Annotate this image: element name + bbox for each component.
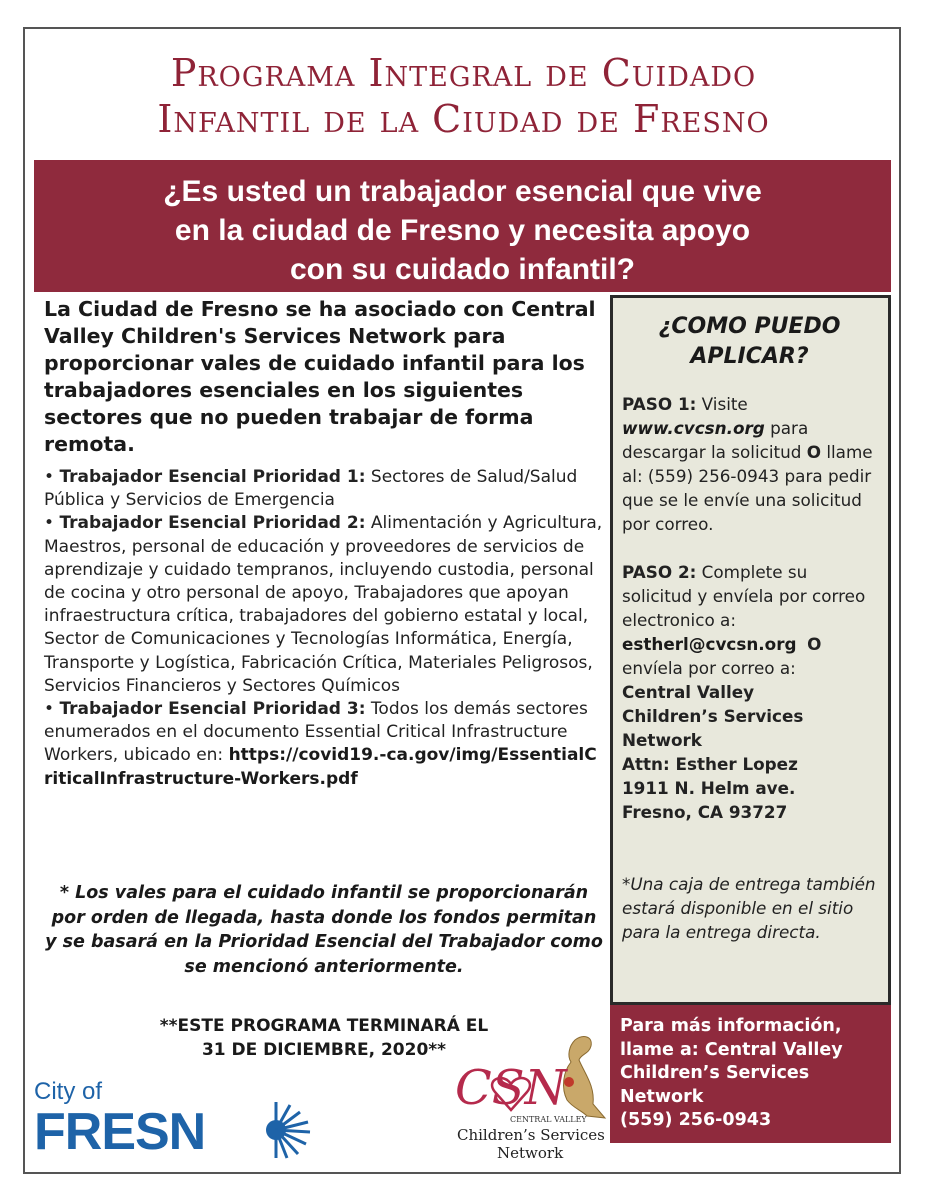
priority-text: Todos los demás sectores enumerados en el documento Essential Critical Infrastructure Workers, ubicado en: xyxy=(44,699,588,766)
priority-text: Sectores de Salud/Salud Pública y Servicios de Emergencia xyxy=(44,467,578,511)
info-phone: (559) 256-0943 xyxy=(620,1110,772,1130)
priority-item: • Trabajador Esencial Prioridad 3: Todos los demás sectores enumerados en el documento Essential Critical Infrastructure Workers, ubicado en: https://covid19.-ca.gov/img/EssentialCriticalInfrastructure-Workers.pdf xyxy=(44,699,597,789)
question-banner xyxy=(34,160,891,292)
priority-label: Trabajador Esencial Prioridad 3: xyxy=(59,699,366,720)
priority-item: • Trabajador Esencial Prioridad 1: Sectores de Salud/Salud Pública y Servicios de Emergencia xyxy=(44,467,578,511)
end-notice-line-1: **ESTE PROGRAMA TERMINARÁ EL xyxy=(159,1016,489,1036)
city-of-text: City of xyxy=(34,1078,103,1105)
priority-list xyxy=(44,466,604,791)
banner-line-1: ¿Es usted un trabajador esencial que vive xyxy=(163,175,762,208)
priority-text: Alimentación y Agricultura, Maestros, personal de educación y proveedores de servicios de aprendizaje y cuidado tempranos, incluyendo custodia, personal de cocina y otro personal de apoyo, Trabajadores que apoyan infraestructura crítica, trabajadores del gobierno estatal y local, Sector de Comunicaciones y Tecnologías Informática, Energía, Transporte y Logística, Fabricación Crítica, Materiales Peligrosos, Servicios Financieros y Sectores Químicos xyxy=(44,513,603,696)
csn-letters: CSN xyxy=(455,1060,567,1116)
step-1: PASO 1: Visite www.cvcsn.org para descargar la solicitud O llame al: (559) 256-0943 para pedir que se le envíe una solicitud por correo. xyxy=(622,394,873,534)
sunburst-icon xyxy=(254,1100,316,1160)
csn-line-2: Network xyxy=(497,1144,564,1162)
city-of-fresno-logo xyxy=(34,1078,319,1163)
more-info-box: Para más información, llame a: Central Valley Children’s Services Network (559) 256-0943 xyxy=(610,1005,891,1143)
banner-line-3: con su cuidado infantil? xyxy=(290,253,635,286)
dropbox-note: *Una caja de entrega también estará disponible en el sitio para la entrega directa. xyxy=(622,874,876,942)
csn-central-valley: CENTRAL VALLEY xyxy=(510,1115,587,1124)
title-line-1: Programa Integral de Cuidado xyxy=(170,51,757,95)
email-link[interactable]: estherl@cvcsn.org xyxy=(622,634,797,654)
csn-logo xyxy=(455,1030,615,1170)
cvcsn-website-link[interactable]: www.cvcsn.org xyxy=(622,418,765,438)
priority-label: Trabajador Esencial Prioridad 1: xyxy=(59,467,366,487)
fresno-wordmark: FRESN xyxy=(34,1103,206,1161)
title-line-2: Infantil de la Ciudad de Fresno xyxy=(157,97,770,141)
apply-heading: ¿COMO PUEDO APLICAR? xyxy=(658,314,841,369)
priority-item: • Trabajador Esencial Prioridad 2: Alimentación y Agricultura, Maestros, personal de educación y proveedores de servicios de aprendizaje y cuidado tempranos, incluyendo custodia, personal de cocina y otro personal de apoyo, Trabajadores que apoyan infraestructura crítica, trabajadores del gobierno estatal y local, Sector de Comunicaciones y Tecnologías Informática, Energía, Transporte y Logística, Fabricación Crítica, Materiales Peligrosos, Servicios Financieros y Sectores Químicos xyxy=(44,513,603,696)
step-2: PASO 2: Complete su solicitud y envíela por correo electronico a: estherl@cvcsn.org O envíela por correo a: Central Valley Children’s Services Network Attn: Esther Lopez 1911 N. Helm ave. Fresno, CA 93727 xyxy=(622,562,866,822)
end-notice-line-2: 31 DE DICIEMBRE, 2020** xyxy=(201,1040,447,1060)
voucher-note: * Los vales para el cuidado infantil se proporcionarán por orden de llegada, hasta donde los fondos permitan y se basará en la Prioridad Esencial del Trabajador como se mencionó anteriormente. xyxy=(45,883,603,977)
csn-line-1: Children’s Services xyxy=(457,1126,605,1144)
main-column xyxy=(44,296,604,791)
banner-line-2: en la ciudad de Fresno y necesita apoyo xyxy=(174,214,751,247)
how-to-apply-box xyxy=(610,295,891,1005)
infrastructure-workers-link[interactable]: https://covid19.-ca.gov/img/EssentialCriticalInfrastructure-Workers.pdf xyxy=(44,745,597,789)
page-title xyxy=(0,50,927,142)
intro-paragraph: La Ciudad de Fresno se ha asociado con Central Valley Children's Services Network para proporcionar vales de cuidado infantil para los trabajadores esenciales en los siguientes sectores que no pueden trabajar de forma remota. xyxy=(44,297,596,456)
mailing-address: Central Valley Children’s Services Network Attn: Esther Lopez 1911 N. Helm ave. Fresno, CA 93727 xyxy=(622,682,804,822)
priority-label: Trabajador Esencial Prioridad 2: xyxy=(59,513,366,534)
